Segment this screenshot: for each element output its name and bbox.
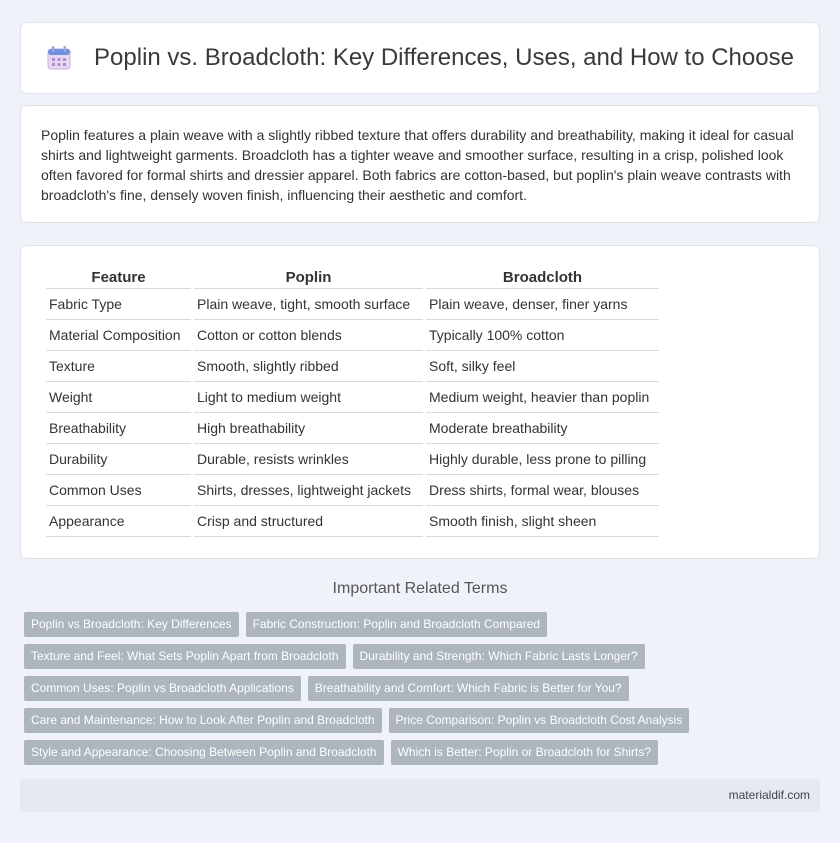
table-cell: Medium weight, heavier than poplin [426,382,659,413]
intro-text: Poplin features a plain weave with a slightly ribbed texture that offers durability and breathability, making it ideal for casual shirts and lightweight garments. Broadcloth has a tighter weave and smoother surface, resulting in a crisp, polished look often favored for formal shirts and dressier apparel. Both fabrics are cotton-based, but poplin's plain weave contrasts with broadcloth's fine, densely woven finish, influencing their aesthetic and comfort. [41,127,794,203]
footer-site-name[interactable]: materialdif.com [728,788,810,802]
table-cell: Appearance [46,506,191,537]
table-cell: Breathability [46,413,191,444]
related-term-link[interactable]: Durability and Strength: Which Fabric Lasts Longer? [353,644,645,669]
tag-row [24,708,824,733]
column-header-broadcloth: Broadcloth [426,267,659,289]
related-term-link[interactable]: Poplin vs Broadcloth: Key Differences [24,612,239,637]
tag-row [24,644,824,669]
header-card [20,22,820,94]
table-row [46,506,659,537]
table-cell: Plain weave, tight, smooth surface [194,289,423,320]
table-row [46,475,659,506]
table-row [46,444,659,475]
intro-card [20,105,820,223]
page-title: Poplin vs. Broadcloth: Key Differences, Uses, and How to Choose [94,44,794,71]
table-row [46,320,659,351]
tag-row [24,676,824,701]
table-cell: Durable, resists wrinkles [194,444,423,475]
column-header-poplin: Poplin [194,267,423,289]
calendar-icon [46,45,72,71]
related-term-link[interactable]: Texture and Feel: What Sets Poplin Apart from Broadcloth [24,644,346,669]
table-cell: Highly durable, less prone to pilling [426,444,659,475]
comparison-table [43,267,662,537]
table-cell: Moderate breathability [426,413,659,444]
table-cell: Weight [46,382,191,413]
related-term-link[interactable]: Price Comparison: Poplin vs Broadcloth Cost Analysis [389,708,690,733]
table-row [46,382,659,413]
footer [20,779,820,812]
related-term-link[interactable]: Fabric Construction: Poplin and Broadcloth Compared [246,612,547,637]
related-term-link[interactable]: Breathability and Comfort: Which Fabric is Better for You? [308,676,629,701]
related-terms-title: Important Related Terms [332,580,508,597]
table-cell: Typically 100% cotton [426,320,659,351]
table-cell: Smooth, slightly ribbed [194,351,423,382]
table-cell: Fabric Type [46,289,191,320]
table-cell: Durability [46,444,191,475]
table-row [46,351,659,382]
table-cell: Plain weave, denser, finer yarns [426,289,659,320]
table-cell: Dress shirts, formal wear, blouses [426,475,659,506]
table-cell: High breathability [194,413,423,444]
related-term-link[interactable]: Style and Appearance: Choosing Between Poplin and Broadcloth [24,740,384,765]
related-term-link[interactable]: Care and Maintenance: How to Look After Poplin and Broadcloth [24,708,382,733]
table-cell: Common Uses [46,475,191,506]
table-cell: Texture [46,351,191,382]
related-terms-list [24,612,824,772]
table-row [46,289,659,320]
table-cell: Crisp and structured [194,506,423,537]
tag-row [24,612,824,637]
table-cell: Shirts, dresses, lightweight jackets [194,475,423,506]
related-term-link[interactable]: Which is Better: Poplin or Broadcloth for Shirts? [391,740,658,765]
table-cell: Light to medium weight [194,382,423,413]
table-cell: Cotton or cotton blends [194,320,423,351]
table-header-row [46,267,659,289]
column-header-feature: Feature [46,267,191,289]
comparison-table-card [20,245,820,559]
tag-row [24,740,824,765]
table-cell: Smooth finish, slight sheen [426,506,659,537]
table-row [46,413,659,444]
related-term-link[interactable]: Common Uses: Poplin vs Broadcloth Applications [24,676,301,701]
table-cell: Material Composition [46,320,191,351]
table-cell: Soft, silky feel [426,351,659,382]
